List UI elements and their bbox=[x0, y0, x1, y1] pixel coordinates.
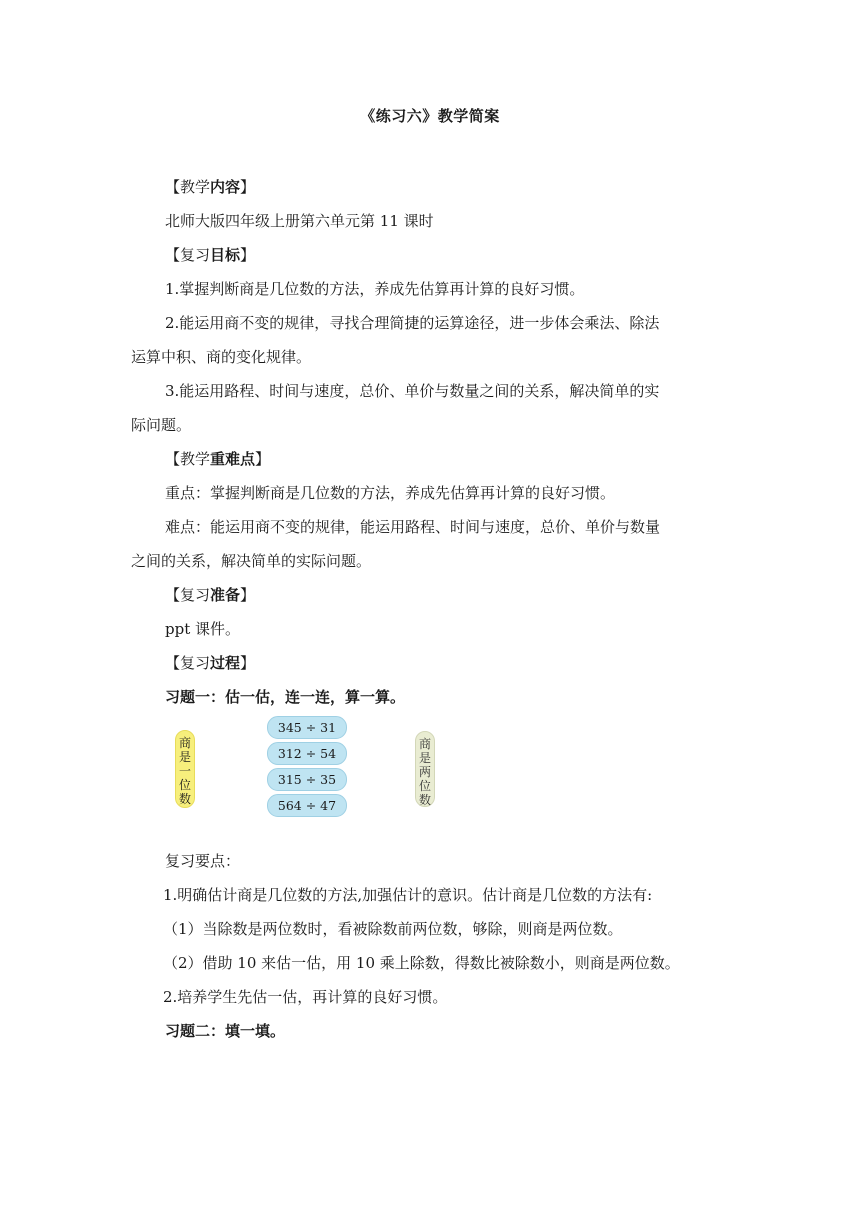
preparation-text: ppt 课件。 bbox=[165, 620, 241, 638]
key-point: 重点：掌握判断商是几位数的方法，养成先估算再计算的良好习惯。 bbox=[165, 484, 616, 502]
content-text: 北师大版四年级上册第六单元第 11 课时 bbox=[165, 212, 434, 230]
expression-pill: 345 ÷ 31 bbox=[267, 716, 347, 739]
goal-3-line-2: 际问题。 bbox=[131, 416, 192, 434]
exercise-2-title: 习题二：填一填。 bbox=[165, 1022, 286, 1040]
section-heading-process: 【复习过程】 bbox=[165, 654, 256, 672]
goal-1: 1.掌握判断商是几位数的方法，养成先估算再计算的良好习惯。 bbox=[165, 280, 585, 298]
review-point-2: 2.培养学生先估一估，再计算的良好习惯。 bbox=[163, 988, 448, 1006]
expression-pill: 564 ÷ 47 bbox=[267, 794, 347, 817]
difficulty-line-2: 之间的关系，解决简单的实际问题。 bbox=[131, 552, 372, 570]
exercise-1-figure bbox=[165, 714, 733, 844]
expression-pill: 312 ÷ 54 bbox=[267, 742, 347, 765]
expression-pill: 315 ÷ 35 bbox=[267, 768, 347, 791]
document-title: 《练习六》教学简案 bbox=[360, 107, 500, 125]
exercise-1-title: 习题一：估一估，连一连，算一算。 bbox=[165, 688, 406, 706]
section-heading-content: 【教学内容】 bbox=[165, 178, 256, 196]
section-heading-key-points: 【教学重难点】 bbox=[165, 450, 271, 468]
review-points-label: 复习要点： bbox=[165, 852, 241, 870]
section-heading-preparation: 【复习准备】 bbox=[165, 586, 256, 604]
right-badge-two-digit-quotient: 商 是 两 位 数 bbox=[415, 731, 435, 807]
goal-3-line-1: 3.能运用路程、时间与速度，总价、单价与数量之间的关系，解决简单的实 bbox=[165, 382, 660, 400]
document-body bbox=[131, 170, 733, 1048]
goal-2-line-2: 运算中积、商的变化规律。 bbox=[131, 348, 312, 366]
goal-2-line-1: 2.能运用商不变的规律，寻找合理简捷的运算途径，进一步体会乘法、除法 bbox=[165, 314, 660, 332]
review-point-1b: （2）借助 10 来估一估，用 10 乘上除数，得数比被除数小，则商是两位数。 bbox=[163, 954, 680, 972]
review-point-1: 1.明确估计商是几位数的方法,加强估计的意识。估计商是几位数的方法有: bbox=[163, 886, 653, 904]
difficulty-line-1: 难点：能运用商不变的规律，能运用路程、时间与速度，总价、单价与数量 bbox=[165, 518, 661, 536]
section-heading-goals: 【复习目标】 bbox=[165, 246, 256, 264]
left-badge-one-digit-quotient: 商 是 一 位 数 bbox=[175, 730, 195, 808]
review-point-1a: （1）当除数是两位数时，看被除数前两位数，够除，则商是两位数。 bbox=[163, 920, 623, 938]
